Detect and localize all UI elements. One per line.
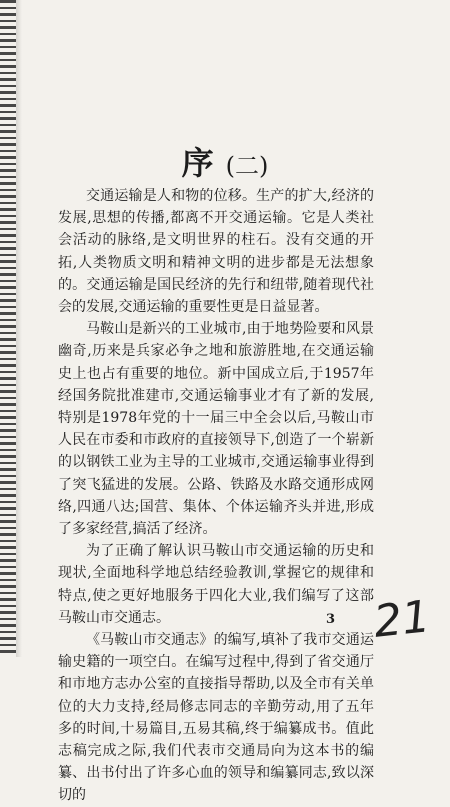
paragraph-4: 《马鞍山市交通志》的编写,填补了我市交通运输史籍的一项空白。在编写过程中,得到了省交通厅和市地方志办公室的直接指导帮助,以及全市有关单位的大力支持,经局修志同志的辛勤劳动,用了五年多的时间,十易篇目,五易其稿,终于编纂成书。值此志稿完成之际,我们代表市交通局向为这本书的编纂、出书付出了许多心血的领导和编纂同志,致以深切的 [58,632,374,804]
heading-sub: (二) [225,152,269,180]
heading-main: 序 [181,144,216,182]
paragraph-2: 马鞍山是新兴的工业城市,由于地势险要和风景幽奇,历来是兵家必争之地和旅游胜地,在交通运输史上也占有重要的地位。新中国成立后,于1957年经国务院批准建市,交通运输事业才有了新的发展,特别是1978年党的十一届三中全会以后,马鞍山市人民在市委和市政府的直接领导下,创造了一个崭新的以钢铁工业为主导的工业城市,交通运输事业得到了突飞猛进的发展。公路、铁路及水路交通形成网络,四通八达;国营、集体、个体运输齐头并进,形成了多家经营,搞活了经济。 [58,321,374,538]
preface-heading [0,138,450,184]
book-spine-binding [0,0,16,657]
page-number: 3 [326,612,336,627]
body-text [58,185,374,807]
gutter-shadow [16,0,22,657]
paragraph-3: 为了正确了解认识马鞍山市交通运输的历史和现状,全面地科学地总结经验教训,掌握它的规律和特点,使之更好地服务于四化大业,我们编写了这部马鞍山市交通志。 [58,543,374,626]
paragraph-1: 交通运输是人和物的位移。生产的扩大,经济的发展,思想的传播,都离不开交通运输。它是人类社会活动的脉络,是文明世界的柱石。没有交通的开拓,人类物质文明和精神文明的进步都是无法想象的。交通运输是国民经济的先行和纽带,随着现代社会的发展,交通运输的重要性更是日益显著。 [58,188,374,316]
handwritten-page-annotation: 21 [371,591,433,648]
